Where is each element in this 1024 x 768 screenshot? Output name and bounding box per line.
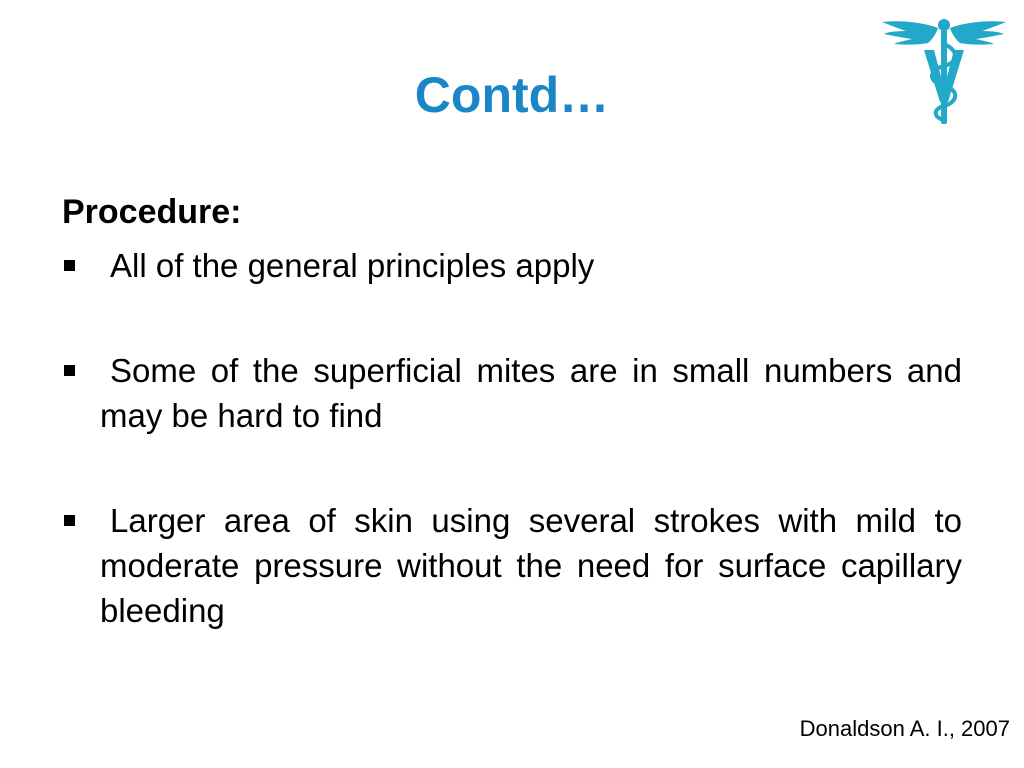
- list-item: [62, 243, 962, 288]
- list-item: [62, 498, 962, 633]
- square-bullet-icon: [64, 515, 75, 526]
- bullet-list: [62, 243, 962, 633]
- square-bullet-icon: [64, 365, 75, 376]
- procedure-heading: Procedure:: [62, 193, 242, 231]
- citation: Donaldson A. I., 2007: [799, 716, 1010, 741]
- bullet-text: Larger area of skin using several strokes with mild to moderate pressure without the need for surface capillary bleeding: [100, 502, 962, 629]
- slide-title: Contd…: [414, 67, 610, 123]
- veterinary-caduceus-icon: [878, 14, 1010, 128]
- square-bullet-icon: [64, 260, 75, 271]
- bullet-text: All of the general principles apply: [110, 247, 595, 284]
- list-item: [62, 348, 962, 438]
- bullet-text: Some of the superficial mites are in small numbers and may be hard to find: [100, 352, 962, 434]
